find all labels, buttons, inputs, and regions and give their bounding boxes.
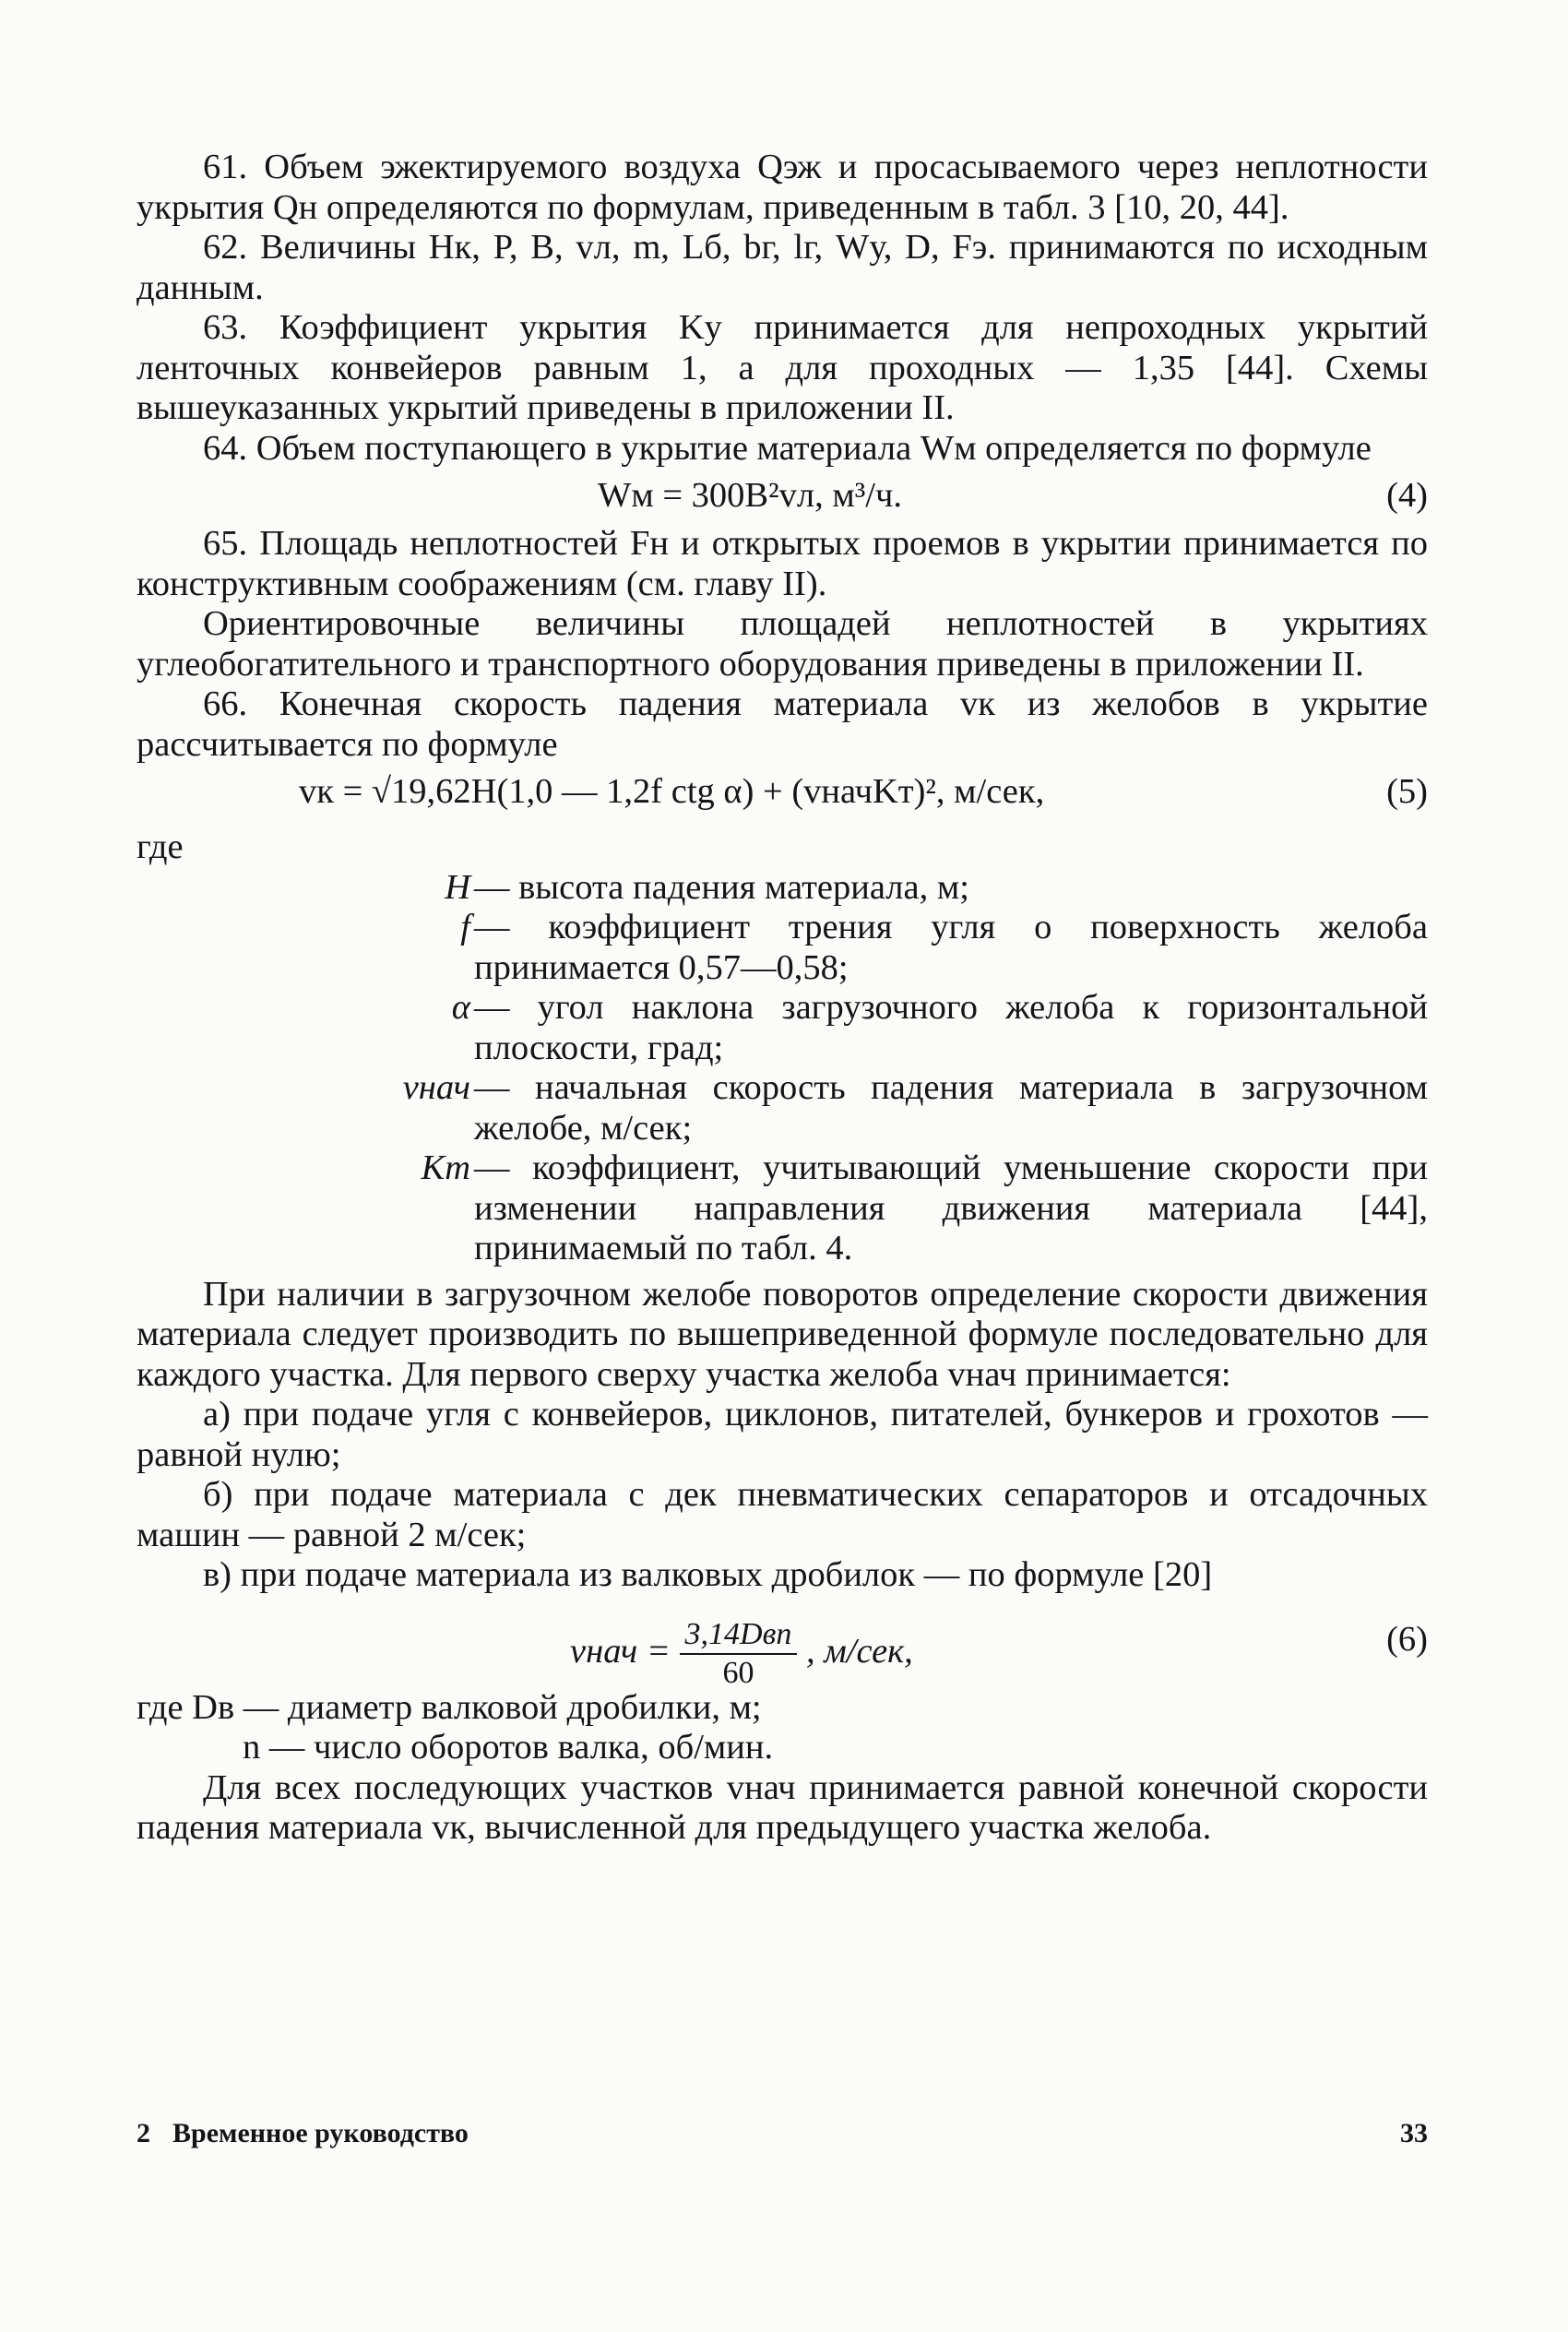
- item-a: а) при подаче угля с конвейеров, циклонов, питателей, бункеров и грохотов — равной нулю;: [137, 1395, 1428, 1474]
- formula-6-unit: , м/сек,: [805, 1631, 913, 1671]
- paragraph-65b: Ориентировочные величины площадей неплотностей в укрытиях углеобогатительного и транспортного оборудования приведены в приложении II.: [137, 604, 1428, 684]
- formula-5-number: (5): [1386, 772, 1428, 811]
- paragraph-61: 61. Объем эжектируемого воздуха Qэж и просасываемого через неплотности укрытия Qн определяются по формулам, приведенным в табл. 3 [10, 20, 44].: [137, 148, 1428, 227]
- formula-6-denominator: 60: [722, 1655, 754, 1690]
- definition-line: n — число оборотов валка, об/мин.: [243, 1728, 774, 1767]
- formula-6-expression: [570, 1616, 913, 1692]
- definition-text: — коэффициент трения угля о поверхность желоба принимается 0,57—0,58;: [474, 908, 1428, 987]
- variable-definitions: [137, 827, 1428, 1269]
- definition-text: — угол наклона загрузочного желоба к горизонтальной плоскости, град;: [474, 988, 1428, 1067]
- formula-4-number: (4): [1386, 476, 1428, 515]
- page-number: 33: [1400, 2118, 1428, 2148]
- formula-6-numerator: 3,14Dвn: [680, 1616, 798, 1655]
- paragraph-66: 66. Конечная скорость падения материала vк из желобов в укрытие рассчитывается по формуле: [137, 684, 1428, 764]
- formula-4-expression: Wм = 300B²vл, м³/ч.: [598, 476, 902, 515]
- definition-text: — высота падения материала, м;: [474, 867, 969, 907]
- paragraph-63: 63. Коэффициент укрытия Kу принимается для непроходных укрытий ленточных конвейеров равным 1, а для проходных — 1,35 [44]. Схемы вышеуказанных укрытий приведены в приложении II.: [137, 308, 1428, 427]
- definition-text: — коэффициент, учитывающий уменьшение скорости при изменении направления движения материала [44], принимаемый по табл. 4.: [474, 1148, 1428, 1267]
- definition-symbol: vнач: [402, 1068, 470, 1107]
- formula-5-expression: vк = √19,62H(1,0 — 1,2f ctg α) + (vначKт)², м/сек,: [299, 772, 1045, 811]
- definition-item: [137, 908, 1428, 988]
- definition-item: [137, 988, 1428, 1068]
- paragraph-67: При наличии в загрузочном желобе поворотов определение скорости движения материала следует производить по вышеприведенной формуле последовательно для каждого участка. Для первого сверху участка желоба vнач принимается:: [137, 1274, 1428, 1394]
- paragraph-64: 64. Объем поступающего в укрытие материала Wм определяется по формуле: [203, 428, 1372, 468]
- definition-item: [137, 868, 1428, 909]
- definition-text: — начальная скорость падения материала в загрузочном желобе, м/сек;: [474, 1068, 1428, 1148]
- footer-title: Временное руководство: [172, 2118, 469, 2148]
- paragraph-68: Для всех последующих участков vнач принимается равной конечной скорости падения материала vк, вычисленной для предыдущего участка желоба.: [137, 1767, 1428, 1847]
- definition-symbol: α: [451, 988, 470, 1027]
- formula-4: [137, 472, 1428, 524]
- page-body: [137, 148, 1428, 1849]
- paragraph-62: 62. Величины Hк, P, B, vл, m, Lб, bг, lг, Wу, D, Fэ. принимаются по исходным данным.: [137, 228, 1428, 307]
- item-c: в) при подаче материала из валковых дробилок — по формуле [20]: [203, 1555, 1213, 1594]
- definition-item: [137, 1148, 1428, 1269]
- item-b: б) при подаче материала с дек пневматических сепараторов и отсадочных машин — равной 2 м/сек;: [137, 1475, 1428, 1554]
- definition-line: где Dв — диаметр валковой дробилки, м;: [137, 1687, 762, 1727]
- formula-5: [137, 768, 1428, 820]
- definition-symbol: f: [460, 908, 470, 946]
- signature-mark: 2: [137, 2118, 150, 2148]
- footer-left: [137, 2118, 469, 2149]
- formula-6: [137, 1600, 1428, 1688]
- definition-item: [137, 1068, 1428, 1148]
- definition-symbol: H: [445, 867, 470, 907]
- definition-symbol: Kт: [421, 1148, 470, 1187]
- formula-6-number: (6): [1386, 1619, 1428, 1659]
- where-label: где: [137, 827, 184, 866]
- formula-6-definitions: [137, 1688, 1428, 1768]
- formula-6-lhs: vнач =: [570, 1631, 671, 1671]
- formula-6-fraction: [680, 1616, 798, 1692]
- paragraph-65a: 65. Площадь неплотностей Fн и открытых проемов в укрытии принимается по конструктивным соображениям (см. главу II).: [137, 524, 1428, 603]
